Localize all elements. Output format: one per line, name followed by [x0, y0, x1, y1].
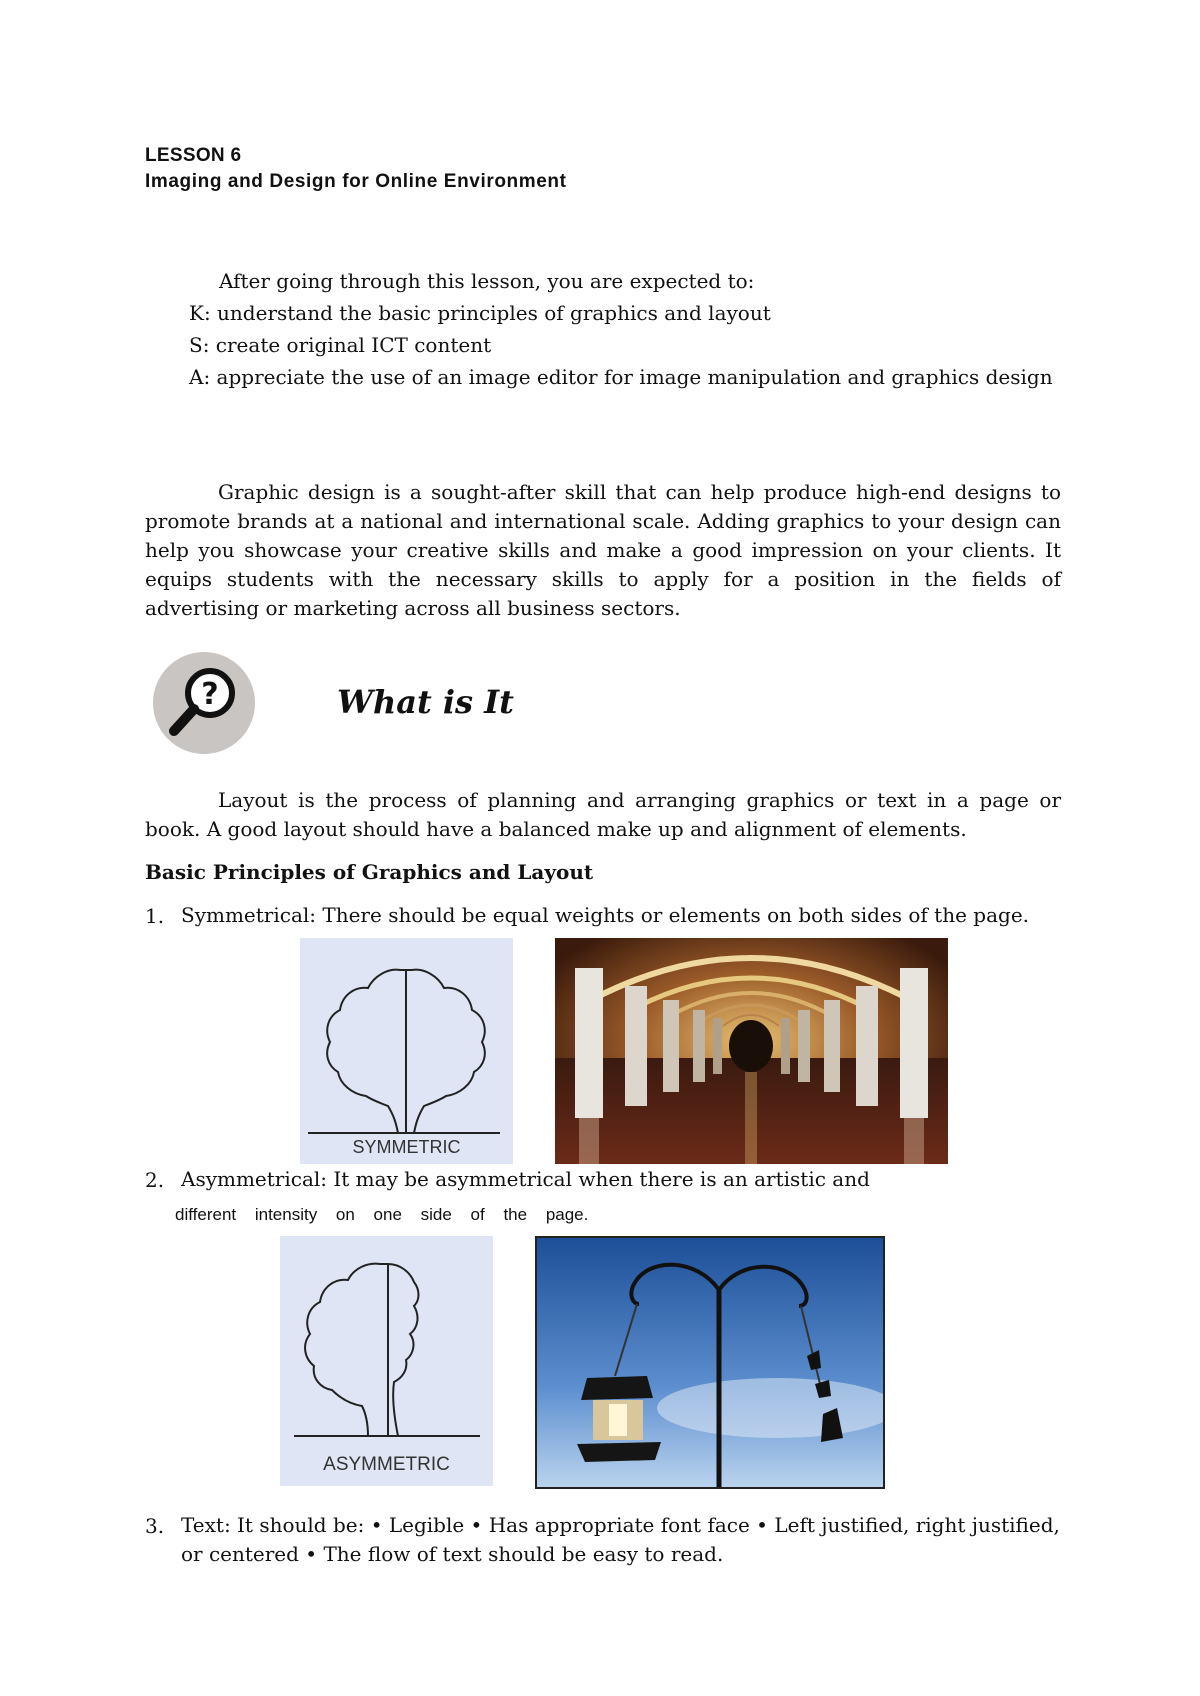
section-title-what-is-it: What is It	[337, 683, 514, 721]
principle-text: Text: It should be: • Legible • Has appropriate font face • Left justified, right justified,	[181, 1513, 1060, 1537]
asymmetric-diagram	[280, 1236, 493, 1486]
principle-text-continuation: or centered • The flow of text should be easy to read.	[181, 1542, 724, 1566]
magnifier-question-icon	[152, 651, 256, 755]
list-number-1: 1.	[145, 904, 165, 928]
objective-s: S: create original ICT content	[189, 333, 492, 357]
objectives-intro: After going through this lesson, you are expected to:	[219, 269, 755, 293]
principle-asymmetrical-continuation: different intensity on one side of the page.	[175, 1205, 589, 1224]
layout-paragraph: Layout is the process of planning and arranging graphics or text in a page or book. A good layout should have a balanced make up and alignment of elements.	[145, 788, 1061, 841]
asymmetric-label: ASYMMETRIC	[323, 1454, 450, 1475]
lesson-title: Imaging and Design for Online Environment	[145, 171, 567, 192]
hanging-lantern-photo	[535, 1236, 885, 1489]
list-number-3: 3.	[145, 1514, 165, 1538]
principles-heading: Basic Principles of Graphics and Layout	[145, 860, 594, 884]
lesson-number: LESSON 6	[145, 145, 242, 166]
objective-k: K: understand the basic principles of graphics and layout	[189, 301, 771, 325]
arched-corridor-photo	[555, 938, 948, 1164]
list-number-2: 2.	[145, 1168, 165, 1192]
principle-symmetrical: Symmetrical: There should be equal weights or elements on both sides of the page.	[181, 903, 1030, 927]
symmetric-label: SYMMETRIC	[352, 1137, 461, 1157]
svg-text:?: ?	[201, 677, 219, 712]
principle-asymmetrical: Asymmetrical: It may be asymmetrical when there is an artistic and	[181, 1167, 870, 1191]
objective-a: A: appreciate the use of an image editor for image manipulation and graphics design	[189, 365, 1053, 389]
intro-paragraph: Graphic design is a sought-after skill that can help produce high-end designs to promote brands at a national and international scale. Adding graphics to your design can help you showcase your creative skills and make a good impression on your clients. It equips students with the necessary skills to apply for a position in the fields of advertising or marketing across all business sectors.	[145, 480, 1061, 620]
symmetric-diagram	[300, 938, 513, 1164]
